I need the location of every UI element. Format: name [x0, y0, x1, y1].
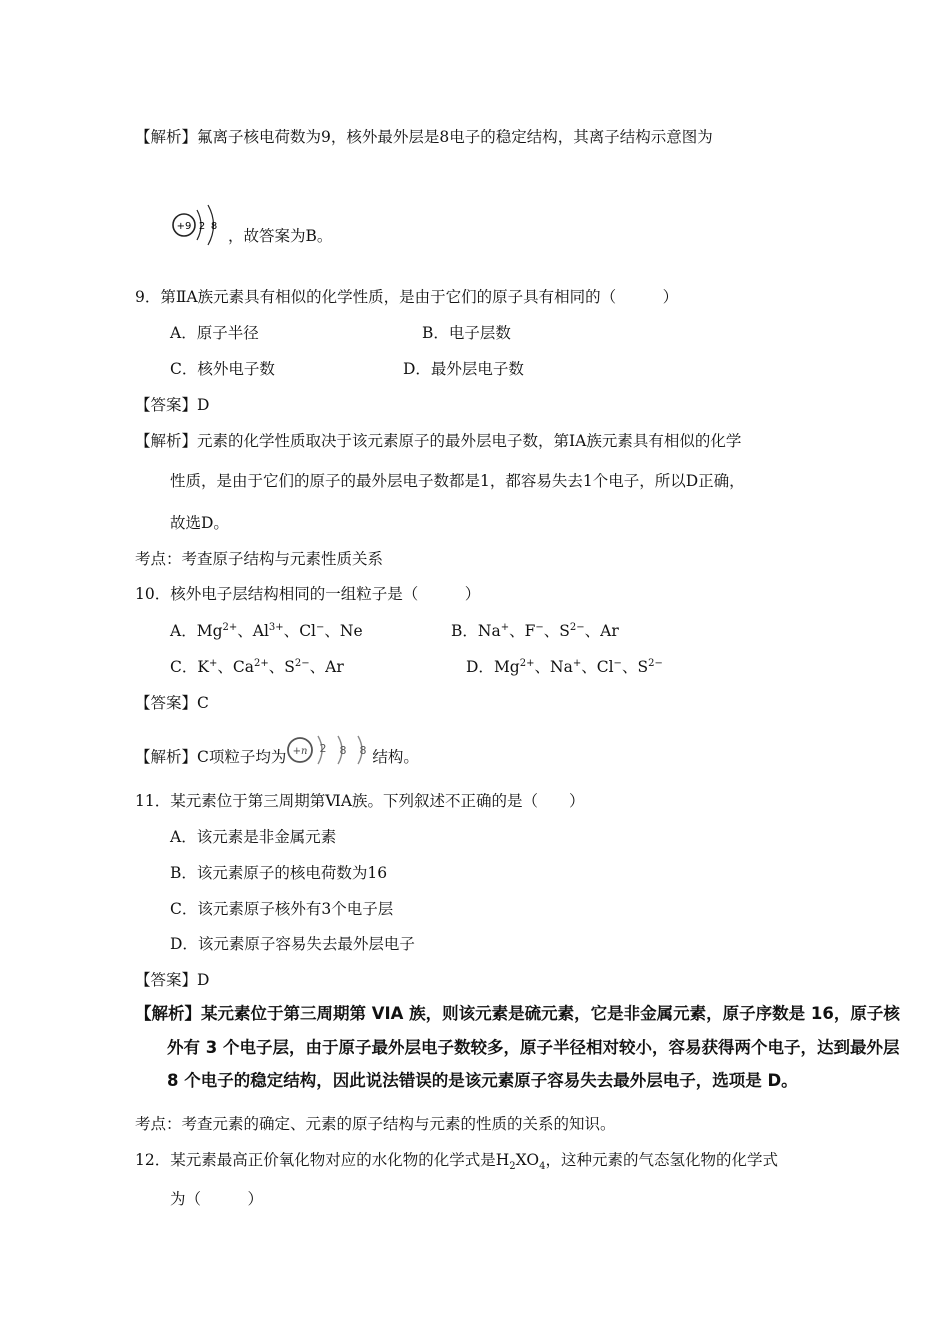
separator: 、 [543, 622, 560, 640]
q12-stem [135, 1149, 778, 1178]
ion-symbol: S [559, 622, 570, 640]
ion-symbol: Cl [299, 622, 317, 640]
option-prefix: B． [451, 622, 478, 640]
jiexi-text: C项粒子均为 [197, 748, 287, 766]
answer-value: D [197, 396, 210, 414]
q10-jiexi-line [135, 740, 419, 776]
ion-symbol: K [197, 658, 209, 676]
q11-jiexi-line-1: 【解析】某元素位于第三周期第 VIA 族，则该元素是硫元素，它是非金属元素，原子序数是 16，原子核 [135, 1004, 900, 1023]
ion-charge: 3+ [268, 622, 284, 633]
ion-symbol: Al [252, 622, 269, 640]
ion-symbol: Mg [196, 622, 223, 640]
option-prefix: D． [466, 658, 494, 676]
separator: 、 [309, 658, 326, 676]
ion-symbol: Mg [493, 658, 520, 676]
q12-stem-line-2: 为（ ） [170, 1190, 264, 1208]
q11-jiexi-line-2: 外有 3 个电子层，由于原子最外层电子数较多，原子半径相对较小，容易获得两个电子，达到最外层 [167, 1038, 900, 1057]
separator: 、 [581, 658, 597, 676]
ion-charge: + [208, 658, 218, 669]
q9-option-d: D．最外层电子数 [403, 360, 524, 378]
shell-2-count: 8 [210, 221, 218, 232]
q10-answer-line [135, 692, 209, 714]
ion-charge: + [500, 622, 510, 633]
ion-symbol: Na [550, 658, 573, 676]
q9-jiexi-line-3: 故选D。 [170, 514, 229, 532]
ion-charge: − [316, 622, 325, 633]
shell-3-count: 8 [359, 744, 367, 757]
q12-subscript-1: 2 [509, 1161, 516, 1173]
shell-2-count: 8 [339, 744, 347, 757]
separator: 、 [237, 622, 253, 640]
q9-jiexi-line-2: 性质，是由于它们的原子的最外层电子数都是1，都容易失去1个电子，所以D正确， [170, 472, 745, 490]
q11-option-b: B．该元素原子的核电荷数为16 [170, 864, 388, 882]
q10-stem: 10．核外电子层结构相同的一组粒子是（ ） [135, 585, 481, 603]
q9-kaodian: 考点：考查原子结构与元素性质关系 [135, 550, 384, 568]
ion-charge: − [613, 658, 622, 669]
ion-structure-diagram [170, 202, 230, 248]
separator: 、 [283, 622, 300, 640]
q9-option-b: B．电子层数 [422, 324, 511, 342]
separator: 、 [268, 658, 285, 676]
answer-tag: 【答案】 [135, 396, 198, 414]
q8-answer-tail: ，故答案为B。 [228, 227, 333, 245]
separator: 、 [584, 622, 601, 640]
q11-kaodian: 考点：考查元素的确定、元素的原子结构与元素的性质的关系的知识。 [135, 1115, 616, 1133]
ion-charge: + [572, 658, 582, 669]
ion-charge: 2+ [253, 658, 269, 669]
q8-jiexi-line [135, 126, 713, 148]
ion-symbol: Ar [325, 658, 344, 676]
jiexi-tag: 【解析】 [135, 748, 198, 766]
q11-option-a: A．该元素是非金属元素 [170, 828, 337, 846]
q9-answer-line [135, 394, 209, 416]
q11-option-d: D．该元素原子容易失去最外层电子 [170, 935, 415, 953]
q12-stem-post: ，这种元素的气态氢化物的化学式 [545, 1151, 778, 1169]
q9-option-a: A．原子半径 [170, 324, 259, 342]
shell-1-count: 2 [198, 221, 206, 232]
q10-option-c [170, 656, 344, 678]
q10-option-d [466, 656, 663, 678]
separator: 、 [324, 622, 340, 640]
ion-symbol: Na [477, 622, 501, 640]
ion-symbol: F [524, 622, 536, 640]
q10-option-b [451, 620, 619, 642]
jiexi-text: 氟离子核电荷数为9，核外最外层是8电子的稳定结构，其离子结构示意图为 [197, 128, 713, 146]
q12-stem-pre: 12．某元素最高正价氧化物对应的水化物的化学式是H [135, 1151, 510, 1169]
jiexi-text-tail: 结构。 [372, 748, 419, 766]
option-prefix: A． [170, 622, 197, 640]
ion-charge: 2− [648, 658, 663, 669]
q11-stem: 11．某元素位于第三周期第ⅥA族。下列叙述不正确的是（ ） [135, 792, 585, 810]
q11-option-c: C．该元素原子核外有3个电子层 [170, 900, 394, 918]
q9-jiexi-line-1 [135, 430, 741, 452]
q12-stem-mid: XO [515, 1151, 540, 1169]
q12-subscript-2: 4 [539, 1161, 546, 1173]
jiexi-text: 元素的化学性质取决于该元素原子的最外层电子数，第ⅠA族元素具有相似的化学 [197, 432, 742, 450]
ion-symbol: Ca [232, 658, 254, 676]
q9-stem: 9．第ⅡA族元素具有相似的化学性质，是由于它们的原子具有相同的（ ） [135, 288, 679, 306]
shell-1-count: 2 [319, 742, 327, 755]
q10-option-a [170, 620, 363, 642]
q11-jiexi-line-3: 8 个电子的稳定结构，因此说法错误的是该元素原子容易失去最外层电子，选项是 D。 [167, 1071, 798, 1090]
jiexi-tag: 【解析】 [135, 128, 198, 146]
ion-symbol: S [637, 658, 649, 676]
jiexi-tag: 【解析】 [135, 432, 198, 450]
ion-structure-diagram [286, 730, 372, 770]
ion-symbol: S [284, 658, 295, 676]
separator: 、 [621, 658, 638, 676]
separator: 、 [534, 658, 550, 676]
fluoride-ion-diagram [170, 202, 230, 252]
answer-tag: 【答案】 [135, 971, 198, 989]
ion-charge: 2+ [222, 622, 238, 633]
answer-tag: 【答案】 [135, 694, 198, 712]
ion-symbol: Cl [596, 658, 614, 676]
ion-structure-diagram-n [286, 730, 372, 776]
option-prefix: C． [170, 658, 198, 676]
ion-charge: − [535, 622, 544, 633]
answer-value: C [197, 694, 209, 712]
q9-option-c: C．核外电子数 [170, 360, 275, 378]
q11-answer-line [135, 969, 209, 991]
ion-charge: 2− [294, 658, 310, 669]
nucleus-charge: +9 [176, 221, 192, 232]
separator: 、 [509, 622, 525, 640]
ion-symbol: Ne [339, 622, 363, 640]
nucleus-charge: +n [292, 746, 308, 757]
ion-charge: 2− [569, 622, 585, 633]
ion-charge: 2+ [519, 658, 535, 669]
separator: 、 [217, 658, 233, 676]
ion-symbol: Ar [600, 622, 619, 640]
answer-value: D [197, 971, 210, 989]
